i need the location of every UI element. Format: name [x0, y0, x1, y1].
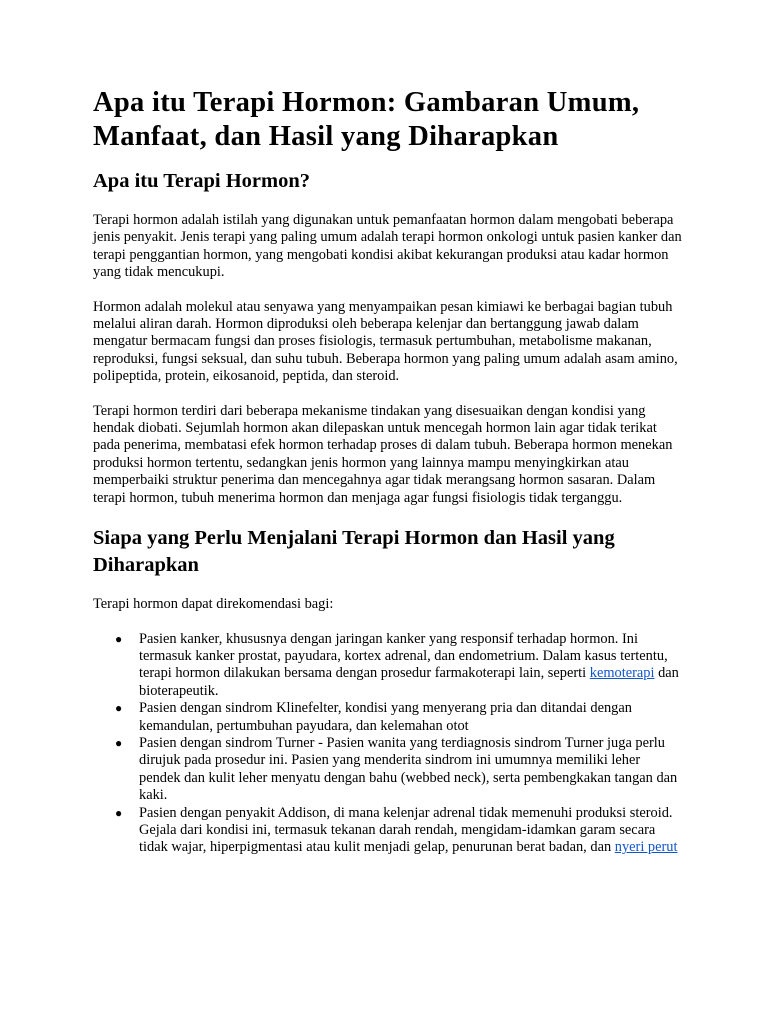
document-content [93, 86, 683, 857]
list-item [93, 631, 683, 701]
paragraph-recommendation-intro: Terapi hormon dapat direkomendasi bagi: [93, 596, 334, 613]
list-item-text-end: dan bioterapeutik. [139, 665, 679, 699]
page-title: Apa itu Terapi Hormon: Gambaran Umum, Manfaat, dan Hasil yang Diharapkan [93, 87, 640, 152]
list-item-text: Pasien dengan penyakit Addison, di mana kelenjar adrenal tidak memenuhi produksi steroid. Gejala dari kondisi ini, termasuk tekanan darah rendah, mengidam-idamkan garam secara tidak wajar, hiperpigmentasi atau kulit menjadi gelap, penurunan berat badan, dan [139, 804, 673, 856]
list-item-text: Pasien kanker, khususnya dengan jaringan kanker yang responsif terhadap hormon. Ini termasuk kanker prostat, payudara, kortex adrenal, dan endometrium. Dalam kasus tertentu, terapi hormon dilakukan bersama dengan prosedur farmakoterapi lain, seperti [139, 630, 668, 682]
list-item-text: Pasien dengan sindrom Klinefelter, kondisi yang menyerang pria dan ditandai dengan kemandulan, pertumbuhan payudara, dan kelemahan otot [139, 700, 632, 734]
bullet-icon: ● [115, 735, 123, 750]
recommendation-list [93, 631, 683, 857]
paragraph-hormones: Hormon adalah molekul atau senyawa yang menyampaikan pesan kimiawi ke berbagai bagian tubuh melalui aliran darah. Hormon diproduksi oleh beberapa kelenjar dan bertanggung jawab dalam mengatur bermacam fungsi dan proses fisiologis, termasuk pertumbuhan, metabolisme makanan, reproduksi, fungsi seksual, dan suhu tubuh. Beberapa hormon yang paling umum adalah asam amino, polipeptida, protein, eikosanoid, peptida, dan steroid. [93, 298, 678, 385]
paragraph-definition: Terapi hormon adalah istilah yang digunakan untuk pemanfaatan hormon dalam mengobati beberapa jenis penyakit. Jenis terapi yang paling umum adalah terapi hormon onkologi untuk pasien kanker dan terapi penggantian hormon, yang mengobati kondisi akibat kekurangan produksi atau kadar hormon yang tidak mencukupi. [93, 212, 682, 281]
list-item [93, 735, 683, 805]
link-kemoterapi[interactable]: kemoterapi [589, 665, 655, 682]
section-heading-who-needs: Siapa yang Perlu Menjalani Terapi Hormon dan Hasil yang Diharapkan [93, 527, 615, 577]
link-nyeri-perut[interactable]: nyeri perut [614, 839, 678, 856]
list-item [93, 700, 683, 735]
list-item-text: Pasien dengan sindrom Turner - Pasien wanita yang terdiagnosis sindrom Turner juga perlu dirujuk pada prosedur ini. Pasien yang menderita sindrom ini umumnya memiliki leher pendek dan kulit leher menyatu dengan bahu (webbed neck), serta pembengkakan tangan dan kaki. [139, 734, 678, 804]
bullet-icon: ● [115, 701, 123, 716]
paragraph-mechanism: Terapi hormon terdiri dari beberapa mekanisme tindakan yang disesuaikan dengan kondisi yang hendak diobati. Sejumlah hormon akan dilepaskan untuk mencegah hormon lain agar tidak terikat pada penerima, membatasi efek hormon terhadap proses di dalam tubuh. Beberapa hormon menekan produksi hormon tertentu, sedangkan jenis hormon yang lainnya mampu menyingkirkan atau memperbaiki struktur penerima dan mencegahnya agar tidak merangsang hormon sasaran. Dalam terapi hormon, tubuh menerima hormon dan menjaga agar fungsi fisiologis tidak terganggu. [93, 402, 673, 506]
list-item [93, 805, 683, 857]
bullet-icon: ● [115, 805, 123, 820]
section-heading-what-is: Apa itu Terapi Hormon? [93, 170, 310, 192]
bullet-icon: ● [115, 631, 123, 646]
